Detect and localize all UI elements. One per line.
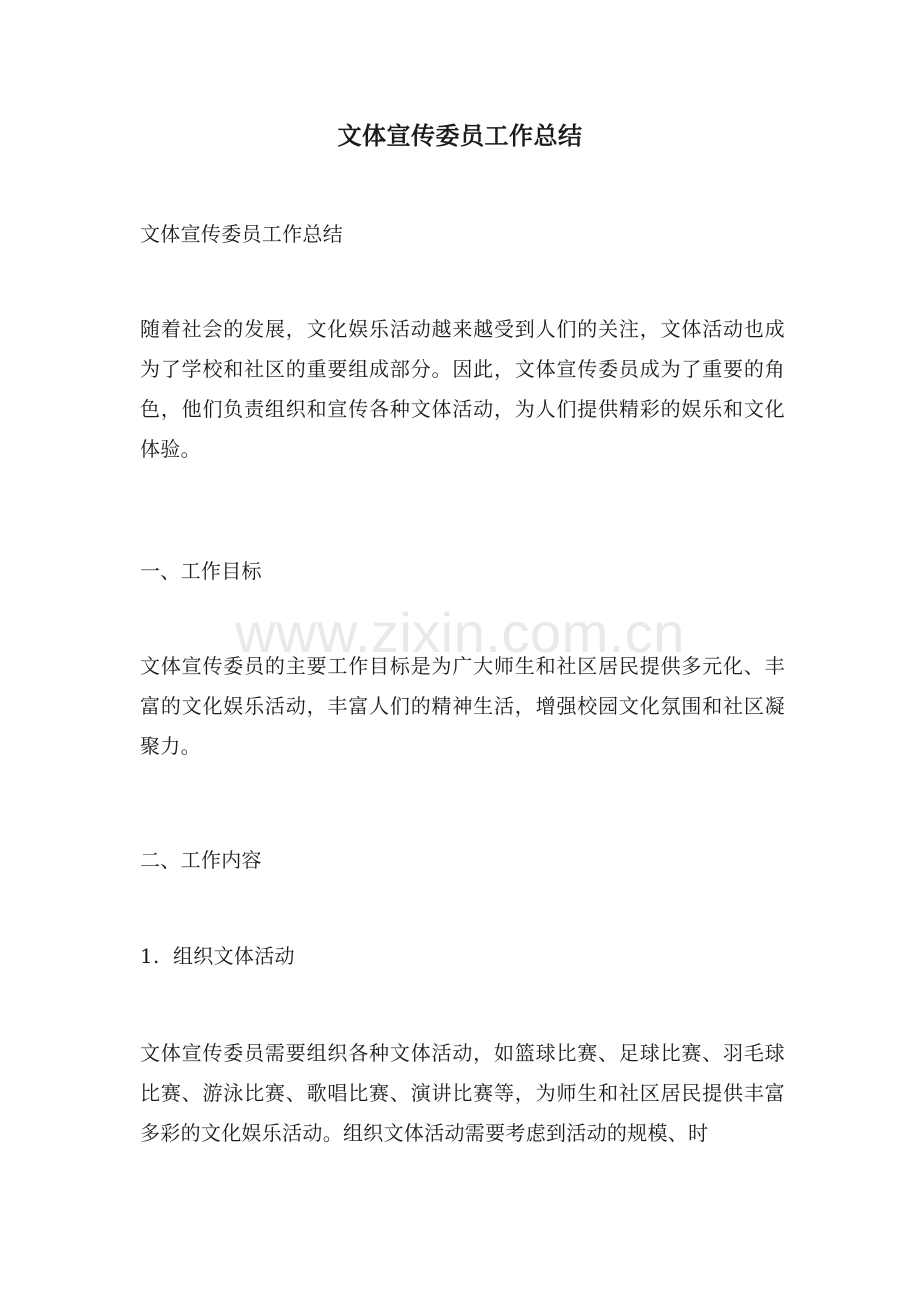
subsection-heading-organize: 1. 组织文体活动 (140, 944, 295, 968)
section-heading-content: 二、工作内容 (140, 848, 262, 872)
document-title: 文体宣传委员工作总结 (337, 121, 583, 150)
intro-paragraph: 随着社会的发展，文化娱乐活动越来越受到人们的关注，文体活动也成为了学校和社区的重要组成部分。因此，文体宣传委员成为了重要的角色，他们负责组织和宣传各种文体活动，为人们提供精彩的娱乐和文化体验。 (140, 317, 785, 461)
organize-paragraph: 文体宣传委员需要组织各种文体活动，如篮球比赛、足球比赛、羽毛球比赛、游泳比赛、歌唱比赛、演讲比赛等，为师生和社区居民提供丰富多彩的文化娱乐活动。组织文体活动需要考虑到活动的规模、时 (140, 1041, 785, 1145)
document-subtitle: 文体宣传委员工作总结 (140, 222, 343, 246)
goals-paragraph: 文体宣传委员的主要工作目标是为广大师生和社区居民提供多元化、丰富的文化娱乐活动，丰富人们的精神生活，增强校园文化氛围和社区凝聚力。 (140, 654, 785, 758)
watermark: www.zixin.com.cn (235, 601, 685, 664)
section-heading-goals: 一、工作目标 (140, 559, 262, 583)
